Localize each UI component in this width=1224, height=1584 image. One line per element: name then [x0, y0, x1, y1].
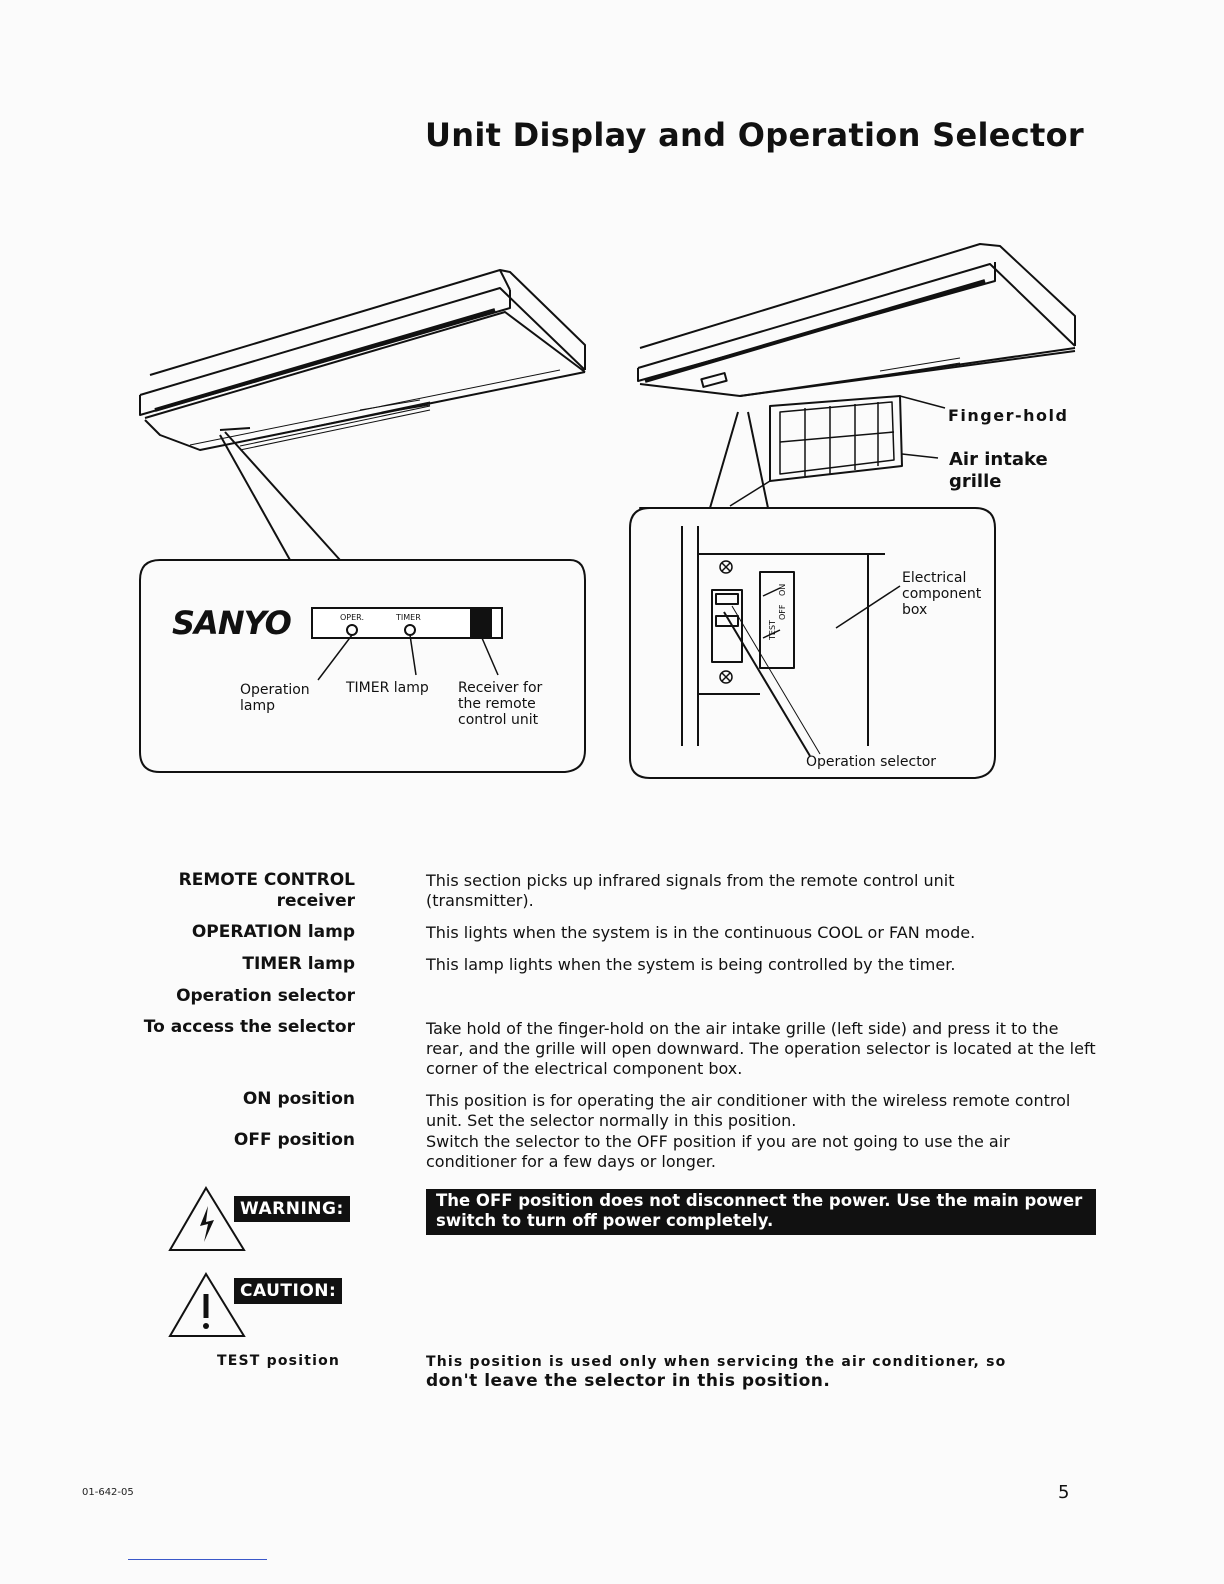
term-remote-control: REMOTE CONTROL receiver — [178, 870, 355, 911]
desc-on-position: This position is for operating the air conditioner with the wireless remote control unit. Set the selector normally in this position. — [426, 1091, 1071, 1130]
page-number: 5 — [1058, 1482, 1070, 1503]
document-code: 01-642-05 — [82, 1487, 134, 1498]
desc-remote-control: This section picks up infrared signals from the remote control unit (transmitter). — [426, 871, 955, 910]
caution-label: CAUTION: — [234, 1278, 342, 1304]
term-access-selector: To access the selector — [143, 1017, 355, 1037]
switch-test-label: TEST — [768, 620, 777, 640]
timer-lamp-callout: TIMER lamp — [346, 680, 429, 696]
bottom-rule — [128, 1559, 267, 1560]
term-on-position: ON position — [242, 1089, 355, 1109]
term-timer-lamp: TIMER lamp — [242, 954, 355, 974]
panel-oper-label: OPER. — [340, 613, 364, 622]
receiver-callout: Receiver for the remote control unit — [458, 680, 543, 728]
switch-off-label: OFF — [778, 604, 787, 620]
warning-text: The OFF position does not disconnect the power. Use the main power switch to turn off power completely. — [426, 1189, 1096, 1235]
term-off-position: OFF position — [233, 1130, 355, 1150]
operation-selector-callout: Operation selector — [806, 754, 937, 770]
desc-operation-lamp: This lights when the system is in the continuous COOL or FAN mode. — [426, 923, 976, 942]
panel-timer-label: TIMER — [396, 613, 421, 622]
term-operation-selector: Operation selector — [176, 986, 355, 1006]
desc-timer-lamp: This lamp lights when the system is being controlled by the timer. — [426, 955, 956, 974]
desc-access-selector: Take hold of the finger-hold on the air intake grille (left side) and press it to the rear, and the grille will open downward. The operation selector is located at the left corner of the electrical component box. — [426, 1019, 1096, 1078]
term-operation-lamp: OPERATION lamp — [191, 922, 355, 942]
warning-label: WARNING: — [234, 1196, 350, 1222]
operation-lamp-callout: Operation lamp — [240, 682, 310, 714]
page-title: Unit Display and Operation Selector — [425, 116, 1084, 154]
air-intake-callout: Air intake grille — [949, 449, 1048, 492]
finger-hold-callout: Finger-hold — [948, 406, 1069, 425]
desc-off-position: Switch the selector to the OFF position if you are not going to use the air conditioner for a few days or longer. — [426, 1132, 1010, 1171]
electrical-box-callout: Electrical component box — [902, 570, 982, 618]
right-unit-illustration — [620, 236, 1090, 786]
term-test-position: TEST position — [217, 1353, 341, 1369]
desc-test-position-line2: don't leave the selector in this position. — [426, 1371, 831, 1391]
desc-test-position-line1: This position is used only when servicing the air conditioner, so — [426, 1354, 1007, 1370]
switch-on-label: ON — [778, 583, 787, 596]
sanyo-logo: SANYO — [172, 604, 291, 642]
